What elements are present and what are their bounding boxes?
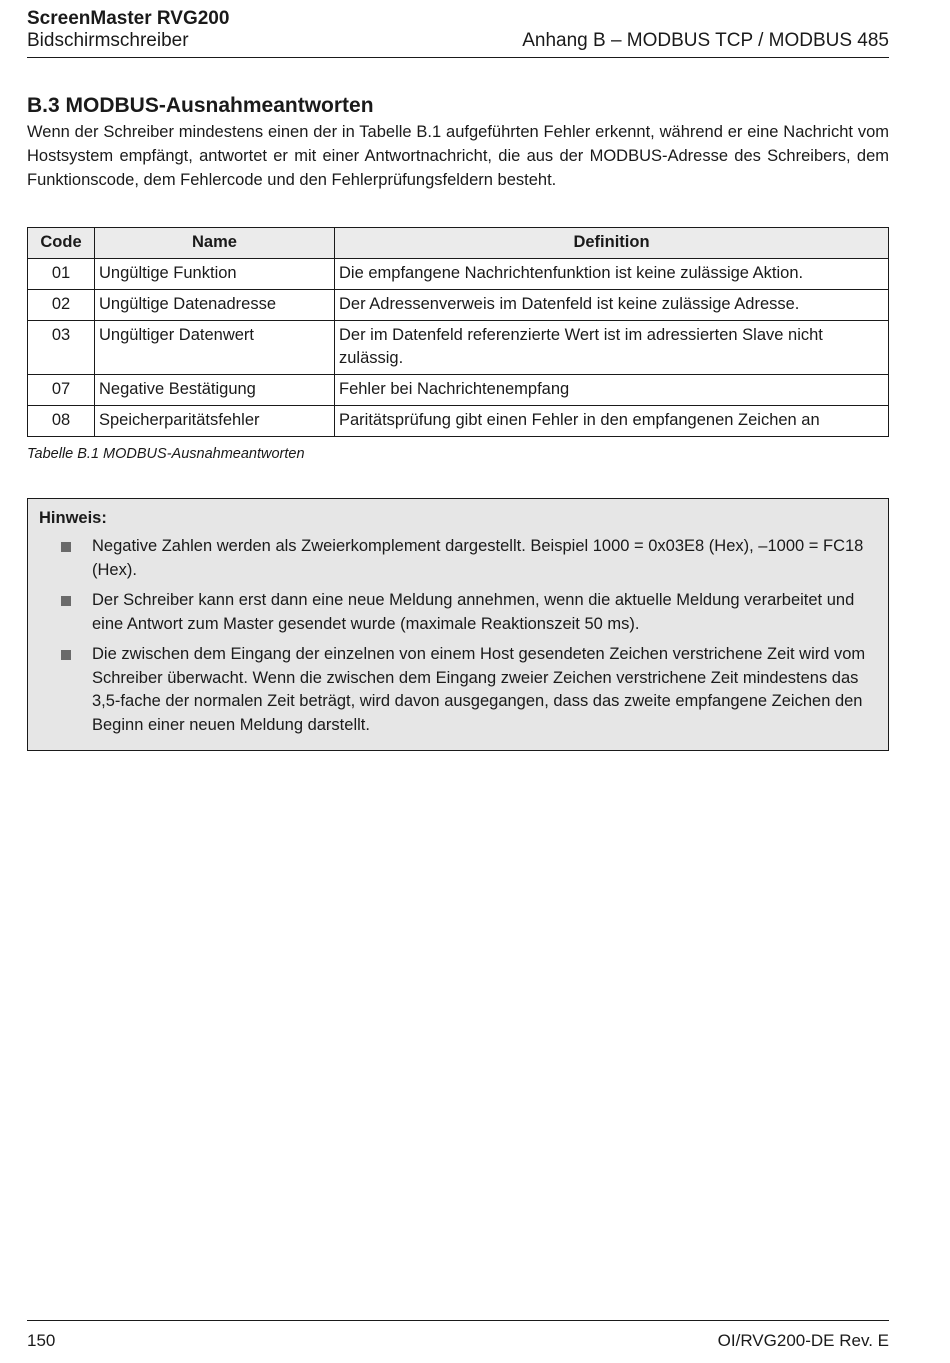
table-row (28, 259, 889, 290)
square-bullet-icon (61, 650, 71, 660)
column-header-definition: Definition (335, 228, 889, 259)
cell-name: Ungültige Funktion (95, 259, 335, 290)
cell-code: 07 (28, 375, 95, 406)
product-subtitle: Bidschirmschreiber (27, 30, 189, 51)
cell-definition: Der Adressenverweis im Datenfeld ist keine zulässige Adresse. (335, 290, 889, 321)
product-name: ScreenMaster RVG200 (27, 8, 230, 29)
cell-name: Ungültige Datenadresse (95, 290, 335, 321)
cell-code: 08 (28, 406, 95, 437)
table-row (28, 321, 889, 375)
cell-definition: Die empfangene Nachrichtenfunktion ist keine zulässige Aktion. (335, 259, 889, 290)
note-item-text: Die zwischen dem Eingang der einzelnen von einem Host gesendeten Zeichen verstrichene Zeit wird vom Schreiber überwacht. Wenn die zwischen dem Eingang zweier Zeichen verstrichene Zeit mindestens das 3,5-fache der normalen Zeit beträgt, wird davon ausgegangen, dass das zweite empfangene Zeichen den Beginn einer neuen Meldung darstellt. (92, 645, 866, 734)
page-header (27, 8, 889, 58)
note-box (27, 498, 889, 751)
exception-codes-table (27, 227, 889, 437)
intro-paragraph: Wenn der Schreiber mindestens einen der in Tabelle B.1 aufgeführten Fehler erkennt, während er eine Nachricht vom Hostsystem empfängt, antwortet er mit einer Antwortnachricht, die aus der MODBUS-Adresse des Schreibers, dem Funktionscode, dem Fehlercode und den Fehlerprüfungsfeldern besteht. (27, 123, 889, 189)
cell-name: Negative Bestätigung (95, 375, 335, 406)
cell-definition: Paritätsprüfung gibt einen Fehler in den empfangenen Zeichen an (335, 406, 889, 437)
note-item-text: Negative Zahlen werden als Zweierkomplement dargestellt. Beispiel 1000 = 0x03E8 (Hex), –1000 = FC18 (Hex). (92, 537, 864, 579)
table-header-row (28, 228, 889, 259)
table-row (28, 375, 889, 406)
cell-definition: Fehler bei Nachrichtenempfang (335, 375, 889, 406)
page-footer (27, 1320, 889, 1360)
document-page (27, 0, 889, 1363)
note-title: Hinweis: (39, 509, 107, 527)
list-item (28, 643, 890, 737)
note-item-text: Der Schreiber kann erst dann eine neue Meldung annehmen, wenn die aktuelle Meldung verarbeitet und eine Antwort zum Master gesendet wurde (maximale Reaktionszeit 50 ms). (92, 591, 855, 633)
page-number: 150 (27, 1331, 56, 1350)
chapter-title: Anhang B – MODBUS TCP / MODBUS 485 (522, 30, 889, 51)
cell-name: Speicherparitätsfehler (95, 406, 335, 437)
cell-code: 03 (28, 321, 95, 375)
column-header-code: Code (28, 228, 95, 259)
note-list (28, 535, 890, 744)
table-caption: Tabelle B.1 MODBUS-Ausnahmeantworten (27, 446, 305, 462)
table-row (28, 406, 889, 437)
square-bullet-icon (61, 596, 71, 606)
table-row (28, 290, 889, 321)
cell-definition: Der im Datenfeld referenzierte Wert ist im adressierten Slave nicht zulässig. (335, 321, 889, 375)
cell-code: 02 (28, 290, 95, 321)
list-item (28, 589, 890, 636)
list-item (28, 535, 890, 582)
document-reference: OI/RVG200-DE Rev. E (717, 1331, 889, 1350)
cell-code: 01 (28, 259, 95, 290)
column-header-name: Name (95, 228, 335, 259)
square-bullet-icon (61, 542, 71, 552)
section-title: B.3 MODBUS-Ausnahmeantworten (27, 94, 374, 117)
cell-name: Ungültiger Datenwert (95, 321, 335, 375)
